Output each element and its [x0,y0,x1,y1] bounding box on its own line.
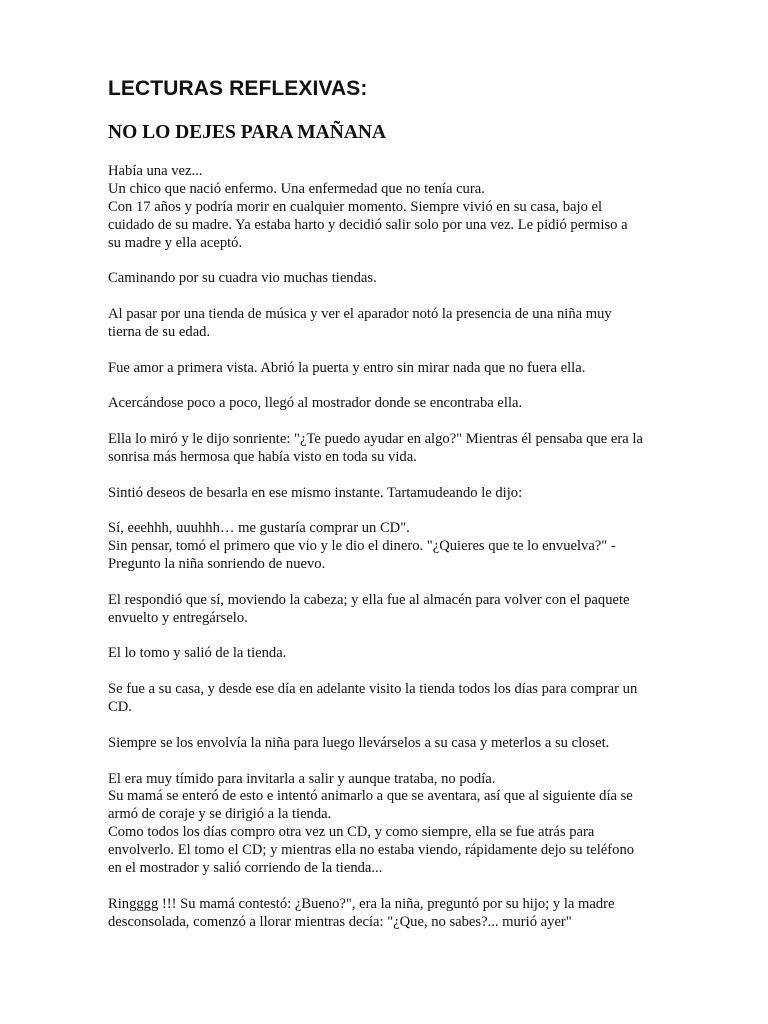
story-paragraph [108,163,668,253]
story-paragraph [108,645,668,663]
story-paragraph [108,520,668,574]
story-line: Sí, eeehhh, uuuhhh… me gustaría comprar un CD". [108,520,410,537]
story-line: Fue amor a primera vista. Abrió la puerta y entro sin mirar nada que no fuera ella. [108,359,586,376]
story-line: Sintió deseos de besarla en ese mismo instante. Tartamudeando le dijo: [108,484,523,501]
story-line: Pregunto la niña sonriendo de nuevo. [108,556,326,573]
story-line: tierna de su edad. [108,323,211,340]
story-paragraph [108,735,668,753]
story-line: Un chico que nació enfermo. Una enfermedad que no tenía cura. [108,180,485,197]
story-body [108,163,668,949]
story-line: Había una vez... [108,163,203,179]
story-paragraph [108,681,668,717]
story-line: cuidado de su madre. Ya estaba harto y decidió salir solo por una vez. Le pidió permiso a [108,216,628,233]
story-line: El respondió que sí, moviendo la cabeza; y ella fue al almacén para volver con el paquete [108,591,630,608]
story-line: Acercándose poco a poco, llegó al mostrador donde se encontraba ella. [108,395,523,412]
story-line: Caminando por su cuadra vio muchas tiendas. [108,270,377,287]
story-title: NO LO DEJES PARA MAÑANA [108,122,387,143]
story-line: sonrisa más hermosa que había visto en toda su vida. [108,448,417,465]
story-paragraph [108,360,668,378]
story-line: envolverlo. El tomo el CD; y mientras ella no estaba viendo, rápidamente dejo su teléfono [108,842,635,859]
story-paragraph [108,592,668,628]
story-line: El lo tomo y salió de la tienda. [108,645,287,662]
story-line: Siempre se los envolvía la niña para luego llevárselos a su casa y meterlos a su closet. [108,734,610,751]
story-line: CD. [108,699,132,716]
story-line: su madre y ella aceptó. [108,234,243,251]
story-paragraph [108,395,668,413]
story-paragraph [108,431,668,467]
story-line: El era muy tímido para invitarla a salir y aunque trataba, no podía. [108,770,496,787]
story-line: Ella lo miró y le dijo sonriente: "¿Te puedo ayudar en algo?" Mientras él pensaba que era la [108,431,643,448]
story-line: Al pasar por una tienda de música y ver el aparador notó la presencia de una niña muy [108,306,612,323]
story-paragraph [108,771,668,878]
story-line: en el mostrador y salió corriendo de la tienda... [108,860,383,877]
story-paragraph [108,485,668,503]
document-heading: LECTURAS REFLEXIVAS: [108,77,368,100]
story-line: Su mamá se enteró de esto e intentó animarlo a que se aventara, así que al siguiente día se [108,788,633,805]
story-line: armó de coraje y se dirigió a la tienda. [108,806,332,823]
story-line: Como todos los días compro otra vez un CD, y como siempre, ella se fue atrás para [108,824,595,841]
story-paragraph [108,306,668,342]
story-line: Se fue a su casa, y desde ese día en adelante visito la tienda todos los días para comprar un [108,681,638,698]
story-paragraph [108,270,668,288]
story-line: desconsolada, comenzó a llorar mientras decía: "¿Que, no sabes?... murió ayer" [108,913,572,930]
story-paragraph [108,896,668,932]
story-line: Sin pensar, tomó el primero que vio y le dio el dinero. "¿Quieres que te lo envuelva?" - [108,538,616,555]
story-line: Con 17 años y podría morir en cualquier momento. Siempre vivió en su casa, bajo el [108,198,603,215]
story-line: envuelto y entregárselo. [108,609,248,626]
story-line: Ringggg !!! Su mamá contestó: ¿Bueno?", era la niña, preguntó por su hijo; y la madre [108,895,615,912]
